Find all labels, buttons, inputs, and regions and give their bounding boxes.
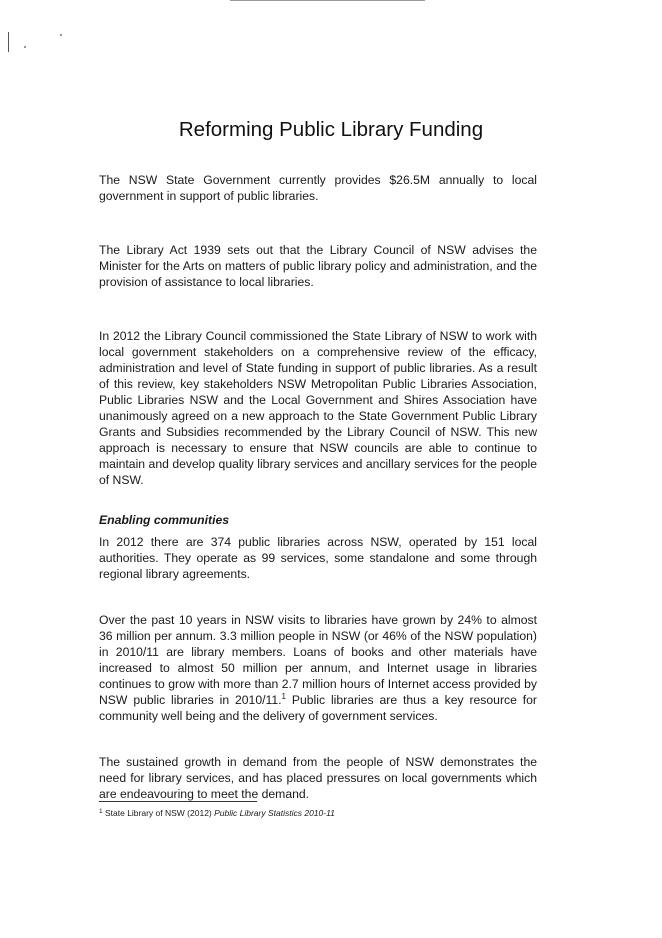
paragraph-library-act: The Library Act 1939 sets out that the Library Council of NSW advises the Minister for the Arts on matters of public library policy and administration, and the provision of assistance to local libraries. [99,243,537,289]
usage-stats-text-continued: Public libraries are thus a key resource for community well being and the delivery of government services. [99,693,537,723]
footnote-reference[interactable]: 1 [281,692,286,701]
footnote-publication-title: Public Library Statistics 2010-11 [214,808,335,818]
paragraph-funding: The NSW State Government currently provides $26.5M annually to local government in support of public libraries. [99,173,537,203]
paragraph-usage-stats [99,612,537,724]
footnote-source: State Library of NSW (2012) [102,808,215,818]
scan-speck [60,34,62,36]
page-title: Reforming Public Library Funding [178,118,484,141]
paragraph-library-count: In 2012 there are 374 public libraries across NSW, operated by 151 local authorities. They operate as 99 services, some standalone and some through regional library agreements. [99,535,537,581]
usage-stats-text: Over the past 10 years in NSW visits to libraries have grown by 24% to almost 36 million per annum. 3.3 million people in NSW (or 46% of the NSW population) in 2010/11 are library members. Loans of books and other materials have increased to almost 50 million per annum, and Internet usage in libraries continues to grow with more than 2.7 million hours of Internet access provided by NSW public libraries in 2010/11. [99,613,537,707]
scan-edge-line [230,0,425,1]
paragraph-demand: The sustained growth in demand from the people of NSW demonstrates the need for library services, and has placed pressures on local governments which are endeavouring to meet the demand. [99,755,537,801]
section-heading: Enabling communities [99,513,230,527]
footnote-number: 1 [99,808,103,815]
paragraph-review: In 2012 the Library Council commissioned the State Library of NSW to work with local government stakeholders on a comprehensive review of the efficacy, administration and level of State funding in support of public libraries. As a result of this review, key stakeholders NSW Metropolitan Public Libraries Association, Public Libraries NSW and the Local Government and Shires Association have unanimously agreed on a new approach to the State Government Public Library Grants and Subsidies recommended by the Library Council of NSW. This new approach is necessary to ensure that NSW councils are able to continue to maintain and develop quality library services and ancillary services for the people of NSW. [99,329,537,487]
scan-speck [24,46,26,48]
document-body [99,172,537,802]
footnote-divider [99,801,257,802]
footnote [99,808,539,819]
scan-margin-mark [8,32,9,52]
